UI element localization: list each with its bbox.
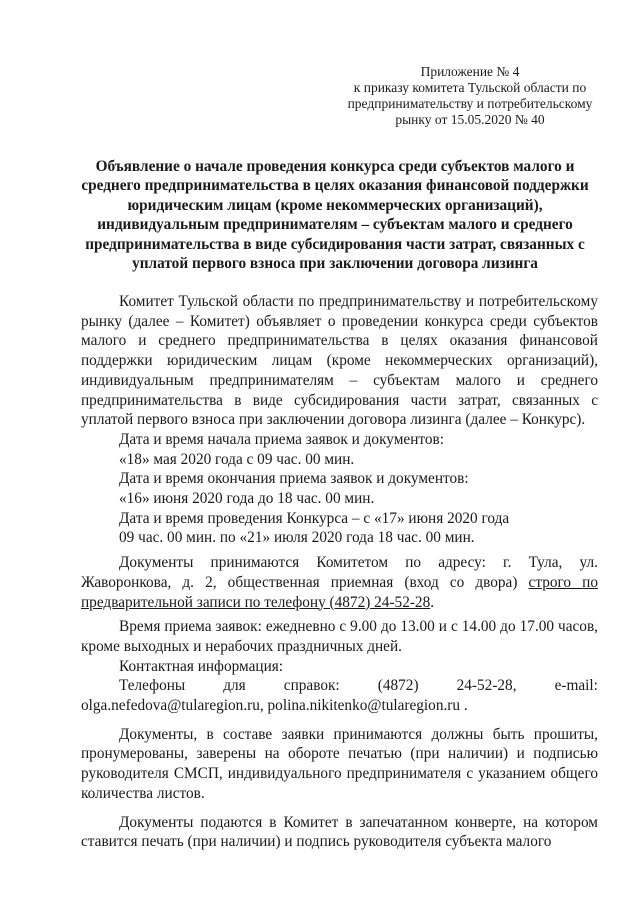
- appendix-number: Приложение № 4: [420, 64, 520, 79]
- title-line: предпринимательства в виде субсидирования части затрат, связанных с: [85, 235, 585, 253]
- address-end: .: [430, 593, 435, 611]
- email-label: e-mail:: [554, 677, 598, 695]
- document-title: [70, 157, 600, 273]
- document-body: [81, 292, 598, 852]
- address-paragraph: [81, 553, 598, 612]
- end-date-value: «16» июня 2020 года до 18 час. 00 мин.: [119, 490, 375, 508]
- intro-paragraph: Комитет Тульской области по предпринимательству и потребительскому рынку (далее – Комитет) объявляет о проведении конкурса среди субъектов малого и среднего предпринимательства в целях оказания финансовой поддержки юридическим лицам (кроме некоммерческих организаций), индивидуальным предпринимателям – субъектам малого и среднего предпринимательства в виде субсидирования части затрат, связанных с уплатой первого взноса при заключении договора лизинга (далее – Конкурс).: [81, 293, 598, 429]
- title-line: индивидуальным предпринимателям – субъектам малого и среднего: [97, 216, 573, 234]
- phones-word: справок:: [283, 677, 340, 695]
- documents-paragraph: Документы, в составе заявки принимаются должны быть прошиты, пронумерованы, заверены на обороте печатью (при наличии) и подписью руководителя СМСП, индивидуального предпринимателя с указанием общего количества листов.: [81, 725, 598, 802]
- hours-paragraph: Время приема заявок: ежедневно с 9.00 до 13.00 и с 14.00 до 17.00 часов, кроме выходных и нерабочих праздничных дней.: [81, 618, 598, 655]
- phone-number: 24-52-28,: [456, 677, 517, 695]
- phone-number: (4872): [377, 677, 419, 695]
- appendix-header: [330, 64, 610, 128]
- title-line: среднего предпринимательства в целях оказания финансовой поддержки: [81, 177, 589, 195]
- appendix-order-line: к приказу комитета Тульской области по: [353, 80, 587, 95]
- appendix-date-line: рынку от 15.05.2020 № 40: [395, 112, 545, 127]
- phones-line: [81, 676, 598, 696]
- end-date-label: Дата и время окончания приема заявок и документов:: [119, 470, 469, 488]
- title-line: уплатой первого взноса при заключении договора лизинга: [132, 255, 538, 273]
- phones-word: Телефоны: [119, 677, 186, 695]
- contacts-label: Контактная информация:: [119, 657, 284, 675]
- title-line: юридическим лицам (кроме некоммерческих организаций),: [127, 196, 543, 214]
- envelope-paragraph: Документы подаются в Комитет в запечатанном конверте, на котором ставится печать (при наличии) и подпись руководителя субъекта малого: [81, 813, 598, 851]
- address-text: Документы принимаются Комитетом по адресу: г. Тула, ул. Жаворонкова, д. 2, общественная приемная (вход со двора): [81, 554, 598, 591]
- appointment-phone-link[interactable]: строго по предварительной записи по телефону (4872) 24-52-28: [81, 573, 598, 611]
- start-date-value: «18» мая 2020 года с 09 час. 00 мин.: [119, 450, 355, 468]
- contact-emails[interactable]: olga.nefedova@tularegion.ru, polina.nikitenko@tularegion.ru .: [81, 697, 468, 715]
- phones-word: для: [223, 677, 246, 695]
- title-line: Объявление о начале проведения конкурса среди субъектов малого и: [95, 158, 575, 175]
- appendix-committee-line: предпринимательству и потребительскому: [347, 96, 593, 111]
- contest-date-label: Дата и время проведения Конкурса – с «17» июня 2020 года: [119, 509, 510, 527]
- start-date-label: Дата и время начала приема заявок и документов:: [119, 430, 445, 448]
- contest-date-value: 09 час. 00 мин. по «21» июля 2020 года 18 час. 00 мин.: [119, 529, 475, 547]
